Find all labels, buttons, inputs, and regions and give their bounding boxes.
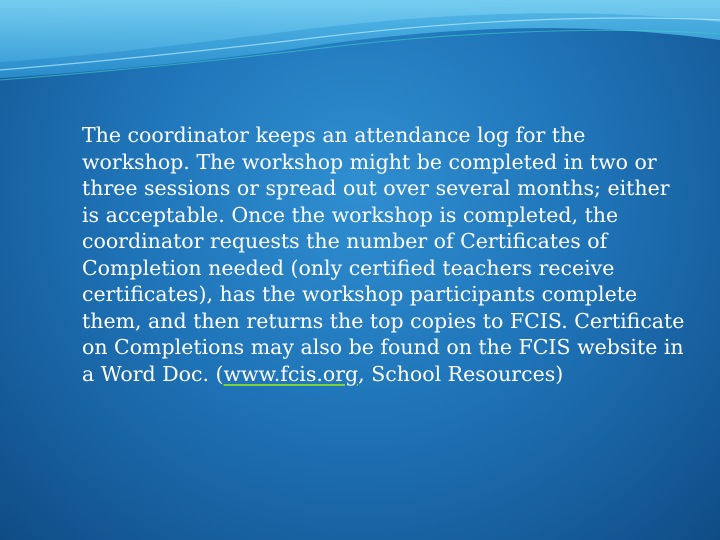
- paragraph-text: The coordinator keeps an attendance log for the workshop. The workshop might be completed in two or three sessions or spread out over several months; either is acceptable. Once the workshop is completed, the coordinator requests the number of Certificates of Completion needed (only certified teachers receive certificates), has the workshop participants complete them, and then returns the top copies to FCIS. Certificate on Completions may also be found on the FCIS website in a Word Doc. (: [82, 123, 685, 386]
- paragraph-text-end: , School Resources): [358, 361, 564, 386]
- body-paragraph: [82, 122, 692, 387]
- decorative-wave-header: [0, 0, 720, 90]
- fcis-website-link[interactable]: www.fcis.org: [223, 361, 359, 386]
